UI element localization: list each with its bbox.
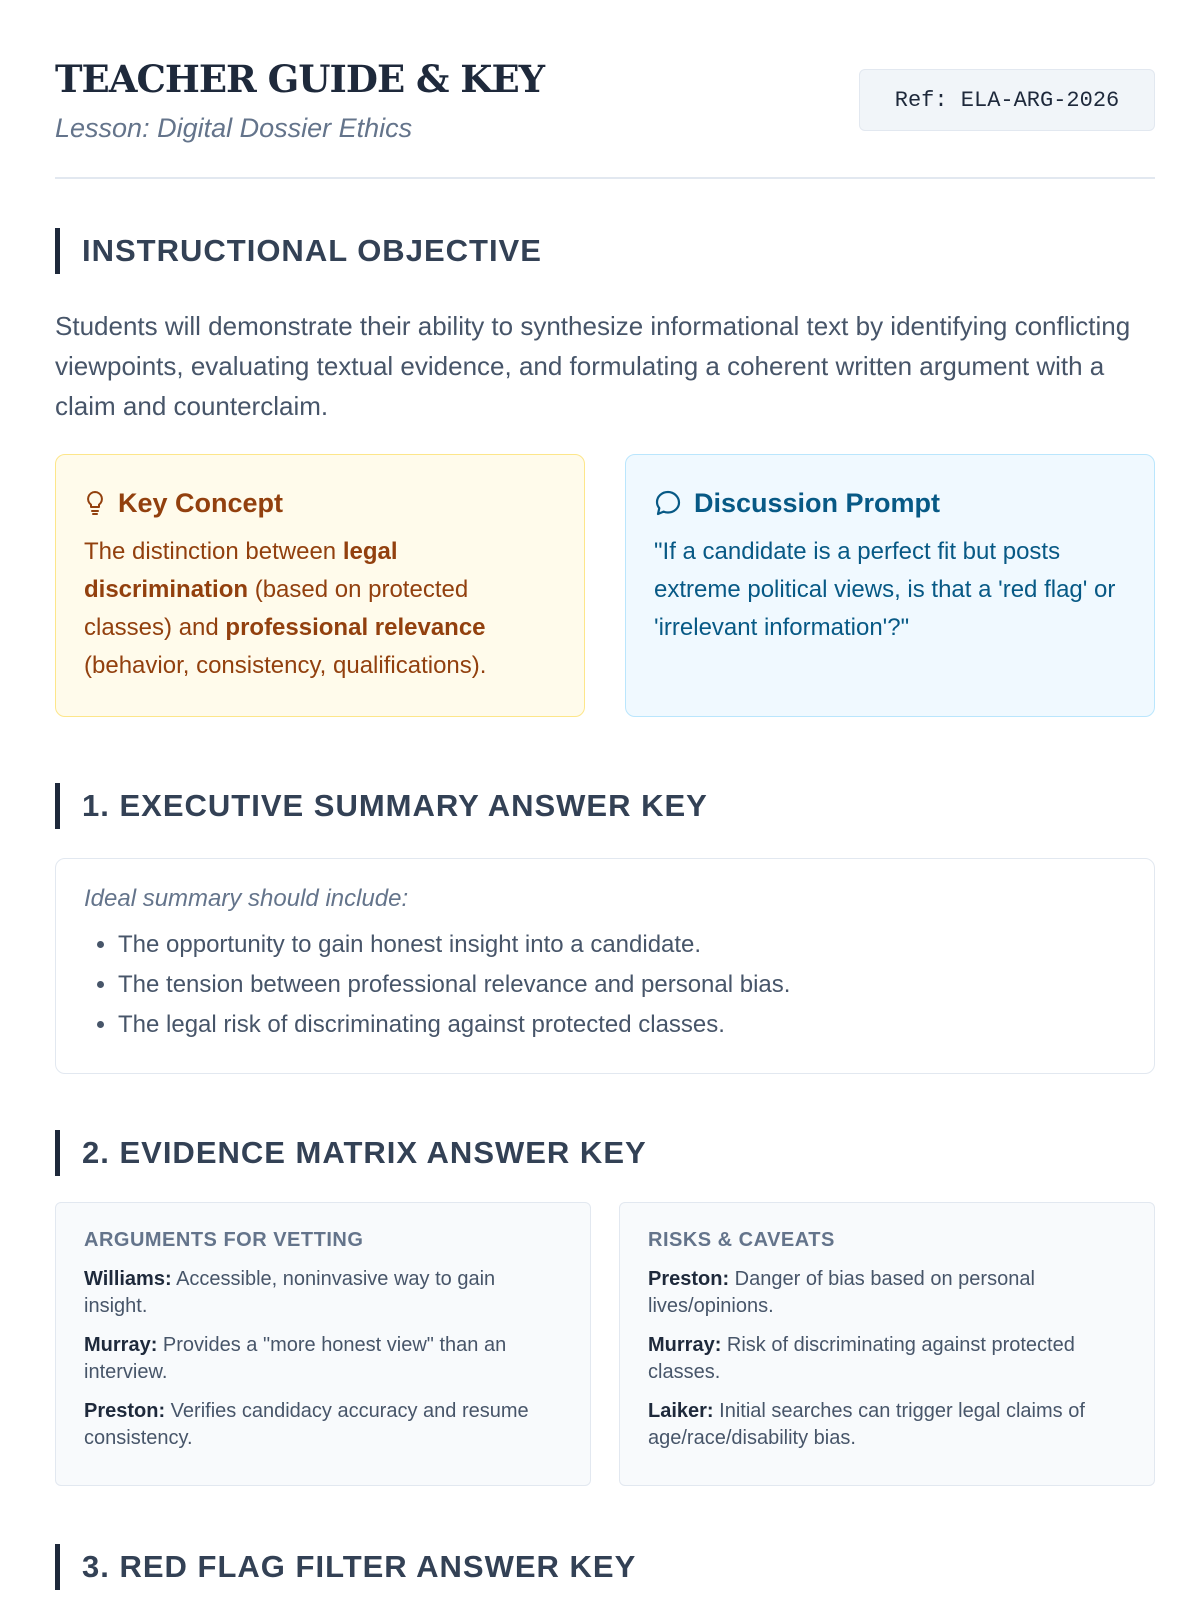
arguments-for-card	[55, 1202, 591, 1486]
evidence-text: Provides a "more honest view" than an interview.	[84, 1334, 507, 1383]
evidence-text: Initial searches can trigger legal claims of age/race/disability bias.	[648, 1400, 1085, 1449]
page-title: TEACHER GUIDE & KEY	[55, 57, 545, 101]
evidence-text: Risk of discriminating against protected classes.	[648, 1334, 1075, 1383]
lightbulb-icon	[84, 490, 106, 516]
evidence-text: Verifies candidacy accuracy and resume consistency.	[84, 1400, 529, 1449]
evidence-item	[648, 1398, 1126, 1452]
key-concept-bold-term: professional relevance	[225, 614, 486, 641]
objective-text: Students will demonstrate their ability to synthesize informational text by identifying conflicting viewpoints, evaluating textual evidence, and formulating a coherent written argument with a claim and counterclaim.	[55, 311, 1131, 421]
key-concept-text-part: The distinction between	[84, 538, 343, 565]
section-heading-summary: 1. EXECUTIVE SUMMARY ANSWER KEY	[55, 783, 1155, 829]
key-concept-card	[55, 454, 585, 717]
discussion-prompt-text: "If a candidate is a perfect fit but posts extreme political views, is that a 'red flag' or 'irrelevant information'?"	[654, 538, 1116, 641]
evidence-item	[84, 1398, 562, 1452]
section-heading-redflag: 3. RED FLAG FILTER ANSWER KEY	[55, 1544, 1155, 1590]
key-concept-title: Key Concept	[118, 487, 284, 518]
list-item: • The legal risk of discriminating against protected classes.	[118, 1005, 1126, 1045]
evidence-text: Danger of bias based on personal lives/opinions.	[648, 1268, 1035, 1317]
evidence-item	[648, 1266, 1126, 1320]
discussion-prompt-title: Discussion Prompt	[694, 487, 941, 518]
list-item: • The tension between professional relevance and personal bias.	[118, 965, 1126, 1005]
evidence-author: Preston:	[84, 1400, 166, 1422]
lesson-subtitle: Lesson: Digital Dossier Ethics	[55, 113, 413, 143]
page-header	[55, 55, 1155, 179]
key-concept-bold-term: legal discrimination	[84, 538, 398, 603]
key-concept-header	[84, 483, 556, 523]
speech-bubble-icon	[654, 489, 682, 517]
discussion-prompt-header	[654, 483, 1126, 523]
reference-badge: Ref: ELA-ARG-2026	[859, 69, 1155, 131]
key-concept-text-part: (behavior, consistency, qualifications).	[84, 652, 487, 679]
risks-caveats-title: RISKS & CAVEATS	[648, 1229, 835, 1251]
key-concept-text-part: (based on protected classes) and	[84, 576, 469, 641]
section-heading-matrix: 2. EVIDENCE MATRIX ANSWER KEY	[55, 1130, 1155, 1176]
discussion-prompt-card	[625, 454, 1155, 717]
evidence-author: Murray:	[648, 1334, 722, 1356]
summary-answer-box	[55, 858, 1155, 1074]
evidence-author: Williams:	[84, 1268, 172, 1290]
evidence-author: Laiker:	[648, 1400, 714, 1422]
evidence-text: Accessible, noninvasive way to gain insight.	[84, 1268, 496, 1317]
risks-caveats-card	[619, 1202, 1155, 1486]
section-heading-objective: INSTRUCTIONAL OBJECTIVE	[55, 228, 1155, 274]
summary-list	[84, 925, 1126, 1045]
evidence-item	[84, 1332, 562, 1386]
evidence-author: Preston:	[648, 1268, 730, 1290]
summary-intro: Ideal summary should include:	[84, 885, 409, 912]
evidence-item	[84, 1266, 562, 1320]
evidence-author: Murray:	[84, 1334, 158, 1356]
list-item: • The opportunity to gain honest insight into a candidate.	[118, 925, 1126, 965]
evidence-item	[648, 1332, 1126, 1386]
key-concept-text	[84, 533, 556, 685]
arguments-for-title: ARGUMENTS FOR VETTING	[84, 1229, 364, 1251]
